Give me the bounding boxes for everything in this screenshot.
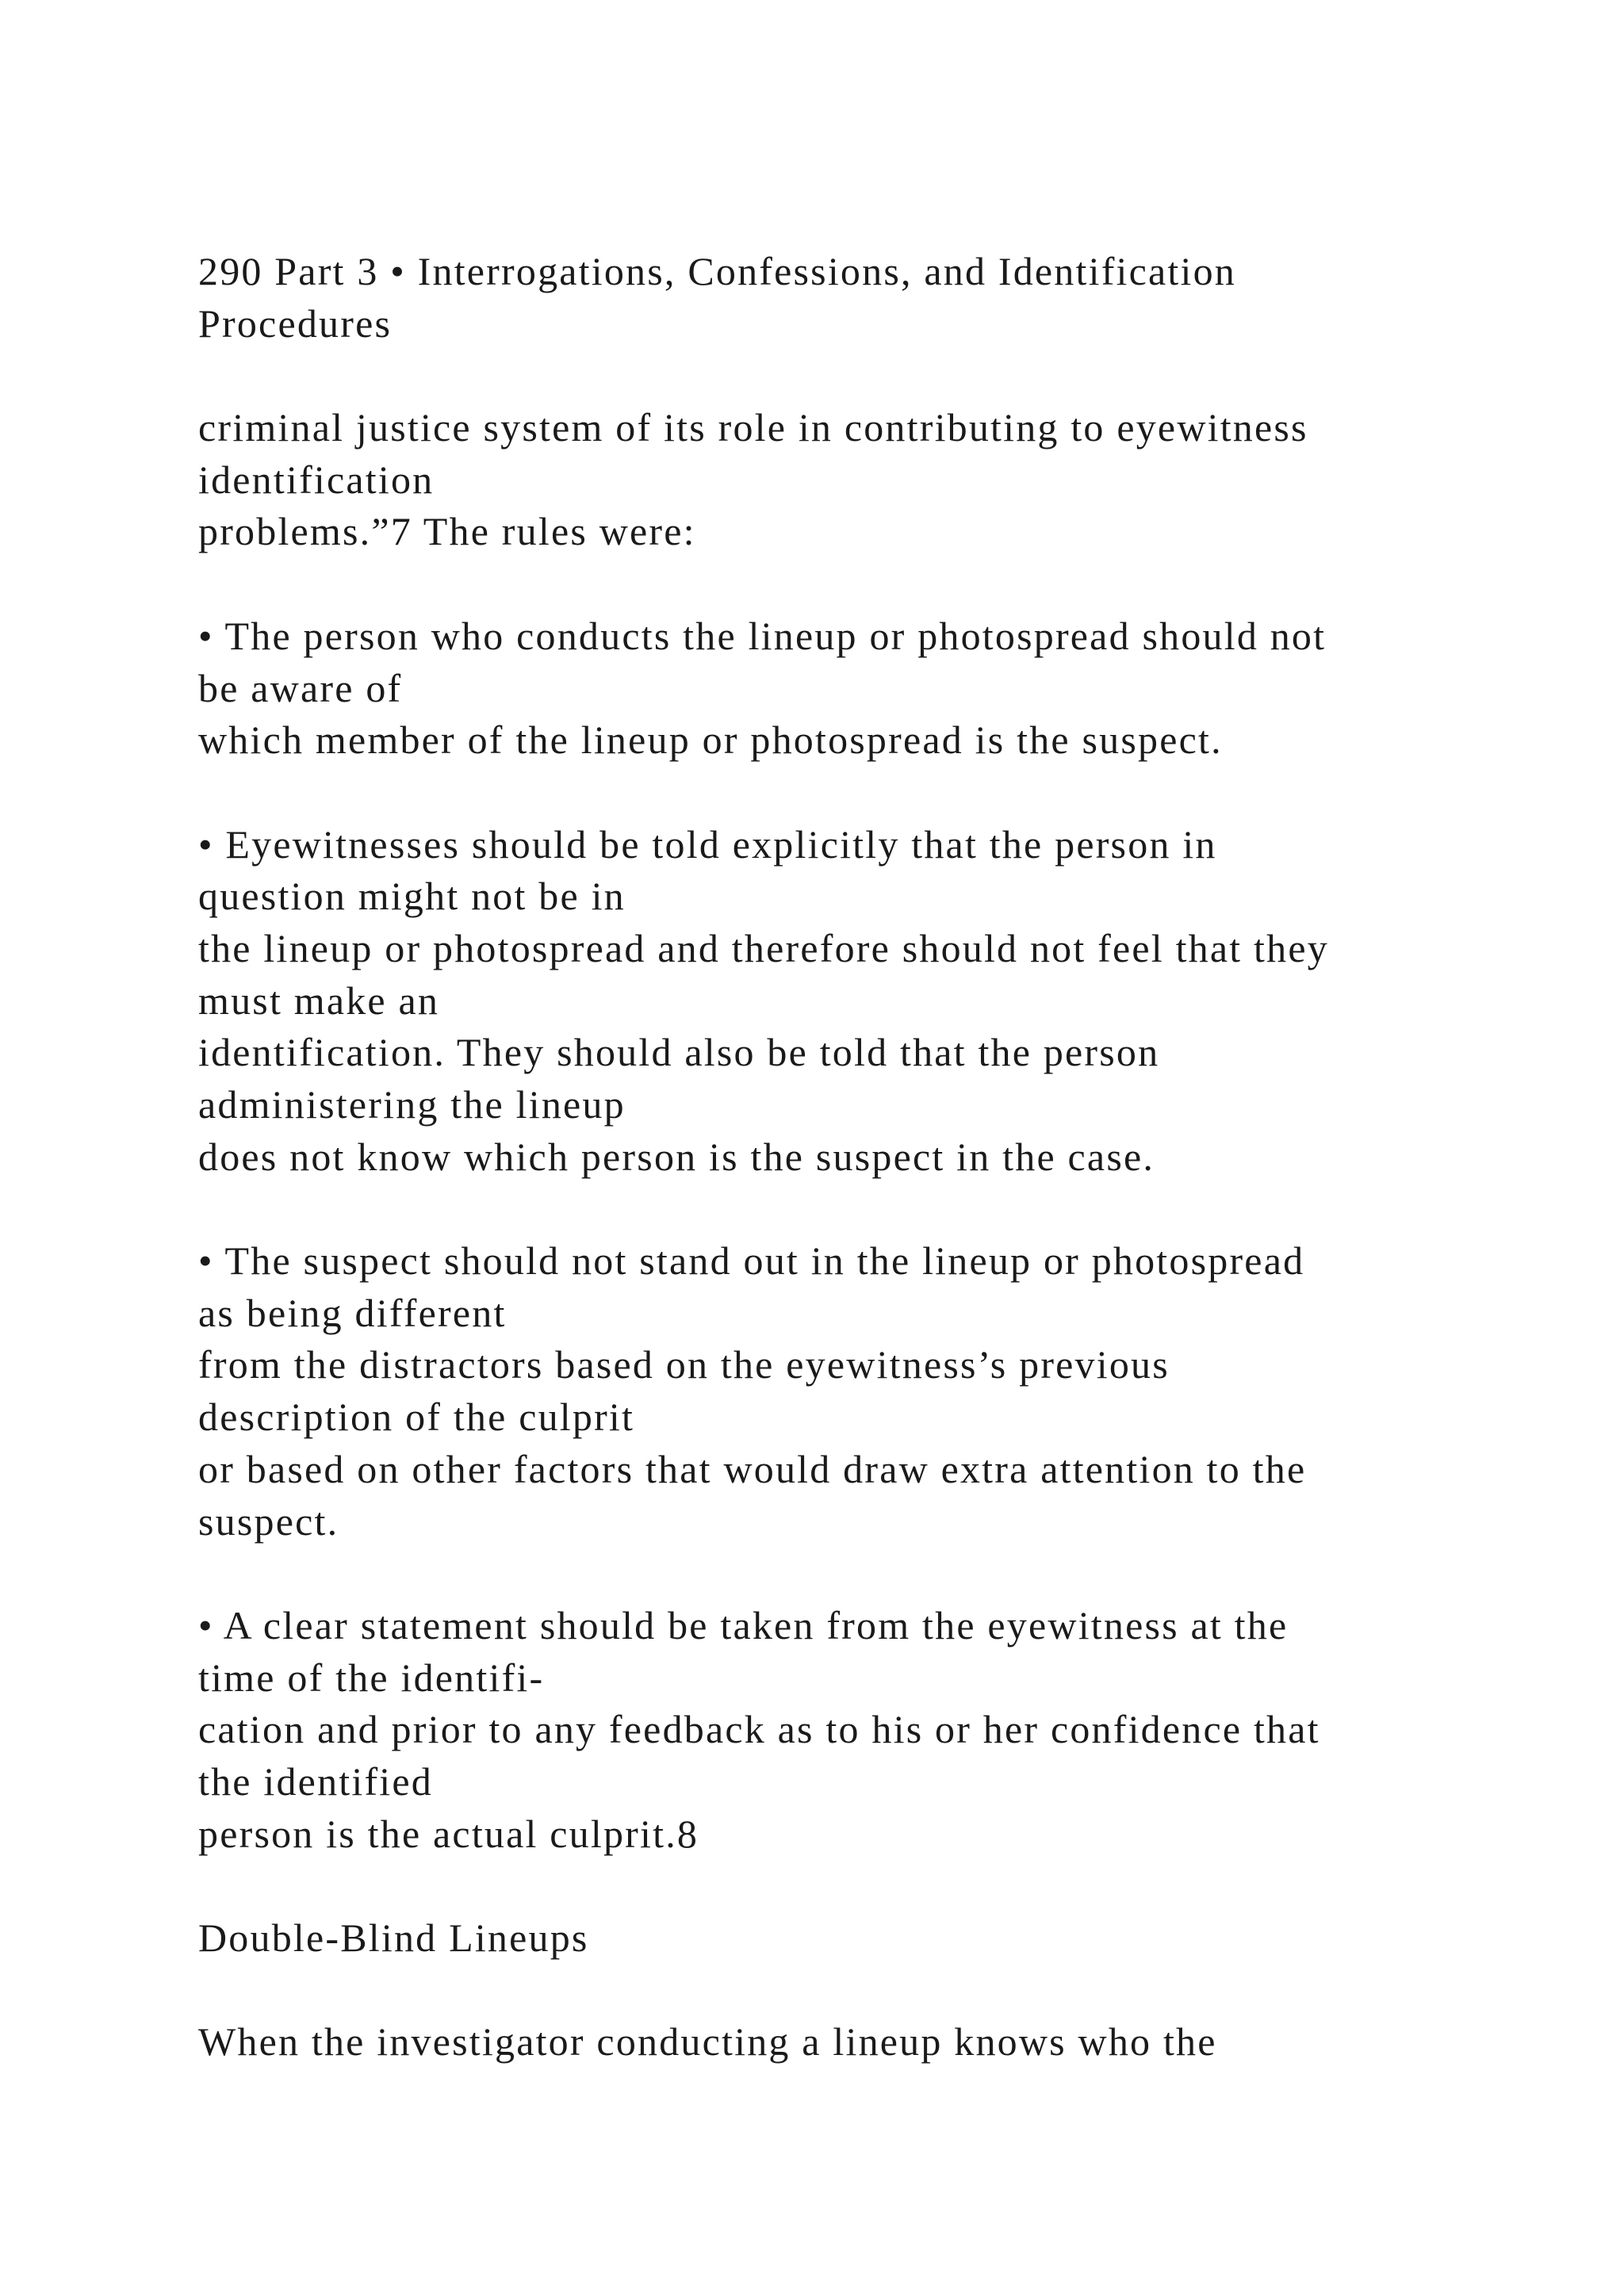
running-header (198, 246, 1546, 350)
bullet-line: • A clear statement should be taken from the eyewitness at the (198, 1602, 1289, 1647)
paragraph-line: identification (198, 457, 435, 502)
bullet-line: • The suspect should not stand out in the lineup or photospread (198, 1238, 1305, 1284)
bullet-line: the lineup or photospread and therefore should not feel that they (198, 925, 1329, 970)
section-heading: Double-Blind Lineups (198, 1915, 589, 1960)
bullet-line: must make an (198, 978, 440, 1023)
page-text (198, 246, 1546, 2068)
bullet-item (198, 1600, 1546, 1860)
bullet-line: question might not be in (198, 874, 626, 919)
paragraph-line: problems.”7 The rules were: (198, 509, 696, 554)
paragraph-line: When the investigator conducting a lineup knows who the (198, 2019, 1217, 2064)
bullet-line: as being different (198, 1290, 507, 1335)
bullet-line: cation and prior to any feedback as to his or her confidence that (198, 1707, 1320, 1752)
bullet-item (198, 1235, 1546, 1548)
bullet-line: administering the lineup (198, 1082, 626, 1127)
bullet-line: be aware of (198, 665, 403, 710)
bullet-line: the identified (198, 1758, 433, 1804)
bullet-line: does not know which person is the suspect in the case. (198, 1134, 1155, 1179)
bullet-line: identification. They should also be told that the person (198, 1030, 1160, 1075)
bullet-line: person is the actual culprit.8 (198, 1811, 699, 1856)
paragraph-line: criminal justice system of its role in contributing to eyewitness (198, 405, 1308, 450)
bullet-line: suspect. (198, 1498, 339, 1544)
bullet-line: description of the culprit (198, 1395, 635, 1440)
bullet-line: from the distractors based on the eyewitness’s previous (198, 1342, 1170, 1387)
closing-paragraph (198, 2016, 1546, 2068)
header-line: Procedures (198, 300, 393, 346)
intro-paragraph (198, 402, 1546, 558)
bullet-line: • The person who conducts the lineup or photospread should not (198, 613, 1327, 658)
bullet-line: which member of the lineup or photospread is the suspect. (198, 718, 1223, 763)
bullet-line: • Eyewitnesses should be told explicitly that the person in (198, 821, 1217, 867)
bullet-item (198, 819, 1546, 1184)
header-line: 290 Part 3 • Interrogations, Confessions, and Identification (198, 249, 1237, 293)
bullet-line: or based on other factors that would draw extra attention to the (198, 1446, 1307, 1491)
bullet-line: time of the identifi- (198, 1655, 545, 1700)
bullet-item (198, 610, 1546, 767)
